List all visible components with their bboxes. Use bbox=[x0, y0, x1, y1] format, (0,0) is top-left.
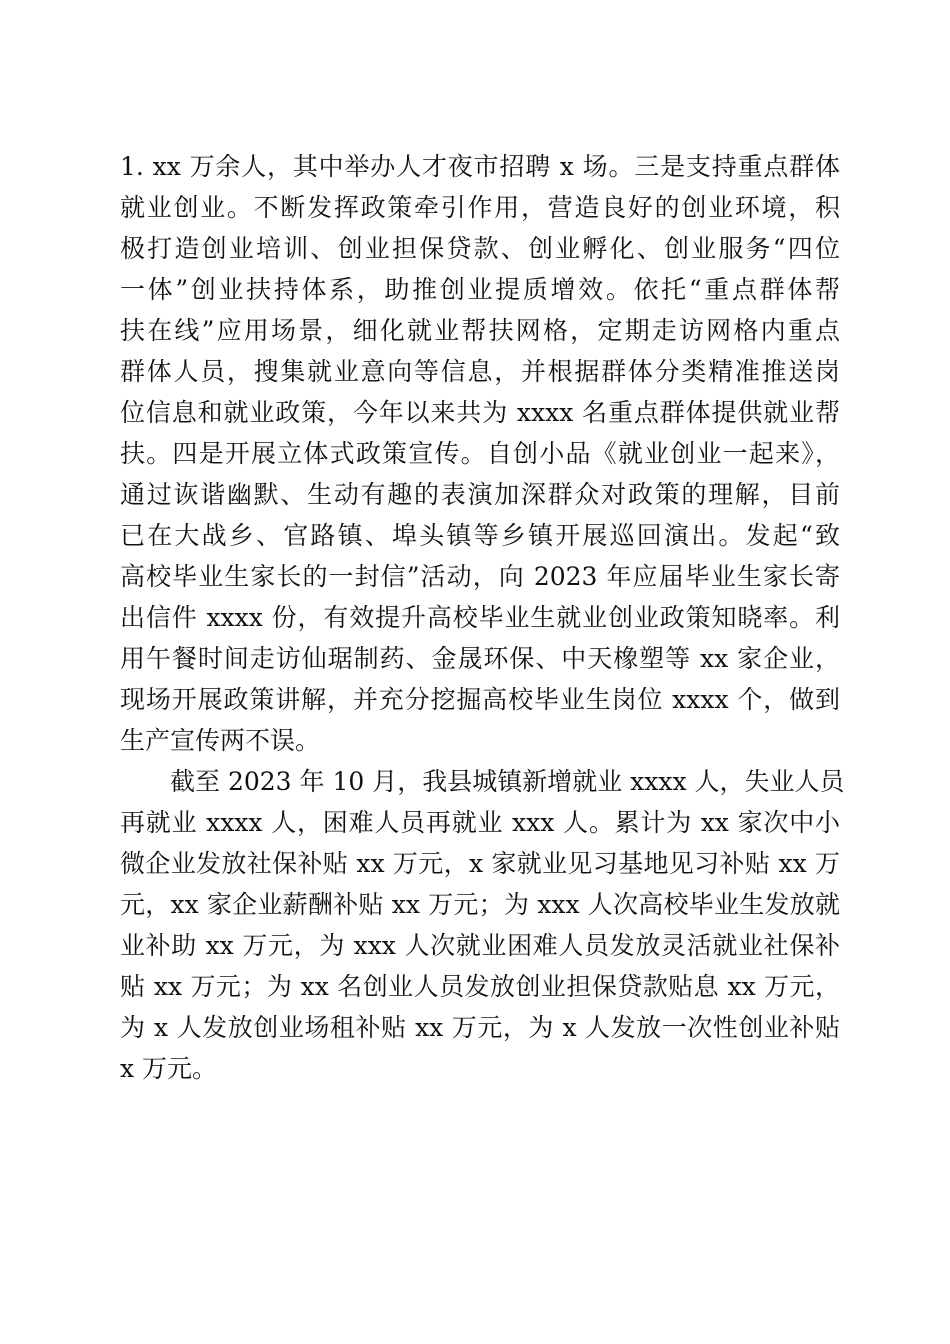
text-line: x 万元。 bbox=[120, 1054, 218, 1083]
text-line: 高校毕业生家长的一封信”活动，向 2023 年应届毕业生家长寄 bbox=[120, 562, 840, 591]
text-line: 就业创业。不断发挥政策牵引作用，营造良好的创业环境，积 bbox=[120, 193, 840, 222]
text-line: 通过诙谐幽默、生动有趣的表演加深群众对政策的理解，目前 bbox=[120, 480, 840, 509]
text-line: 群体人员，搜集就业意向等信息，并根据群体分类精准推送岗 bbox=[120, 357, 840, 386]
text-line: 一体”创业扶持体系，助推创业提质增效。依托“重点群体帮 bbox=[120, 275, 840, 304]
text-line: 扶。四是开展立体式政策宣传。自创小品《就业创业一起来》， bbox=[120, 439, 840, 468]
text-line: 生产宣传两不误。 bbox=[120, 726, 321, 755]
text-line: 1. xx 万余人，其中举办人才夜市招聘 x 场。三是支持重点群体 bbox=[120, 152, 840, 181]
text-line: 现场开展政策讲解，并充分挖掘高校毕业生岗位 xxxx 个，做到 bbox=[120, 685, 840, 714]
text-line: 为 x 人发放创业场租补贴 xx 万元，为 x 人发放一次性创业补贴 bbox=[120, 1013, 840, 1042]
text-line: 再就业 xxxx 人，困难人员再就业 xxx 人。累计为 xx 家次中小 bbox=[120, 808, 840, 837]
text-line: 已在大战乡、官路镇、埠头镇等乡镇开展巡回演出。发起“致 bbox=[120, 521, 840, 550]
text-line: 业补助 xx 万元，为 xxx 人次就业困难人员发放灵活就业社保补 bbox=[120, 931, 840, 960]
text-line: 截至 2023 年 10 月，我县城镇新增就业 xxxx 人，失业人员 bbox=[170, 767, 845, 796]
text-line: 扶在线”应用场景，细化就业帮扶网格，定期走访网格内重点 bbox=[120, 316, 840, 345]
text-line: 出信件 xxxx 份，有效提升高校毕业生就业创业政策知晓率。利 bbox=[120, 603, 840, 632]
text-line: 极打造创业培训、创业担保贷款、创业孵化、创业服务“四位 bbox=[120, 234, 840, 263]
text-line: 贴 xx 万元；为 xx 名创业人员发放创业担保贷款贴息 xx 万元， bbox=[120, 972, 840, 1001]
text-line: 微企业发放社保补贴 xx 万元，x 家就业见习基地见习补贴 xx 万 bbox=[120, 849, 840, 878]
text-line: 元，xx 家企业薪酬补贴 xx 万元；为 xxx 人次高校毕业生发放就 bbox=[120, 890, 840, 919]
text-line: 位信息和就业政策，今年以来共为 xxxx 名重点群体提供就业帮 bbox=[120, 398, 840, 427]
text-line: 用午餐时间走访仙琚制药、金晟环保、中天橡塑等 xx 家企业， bbox=[120, 644, 840, 673]
